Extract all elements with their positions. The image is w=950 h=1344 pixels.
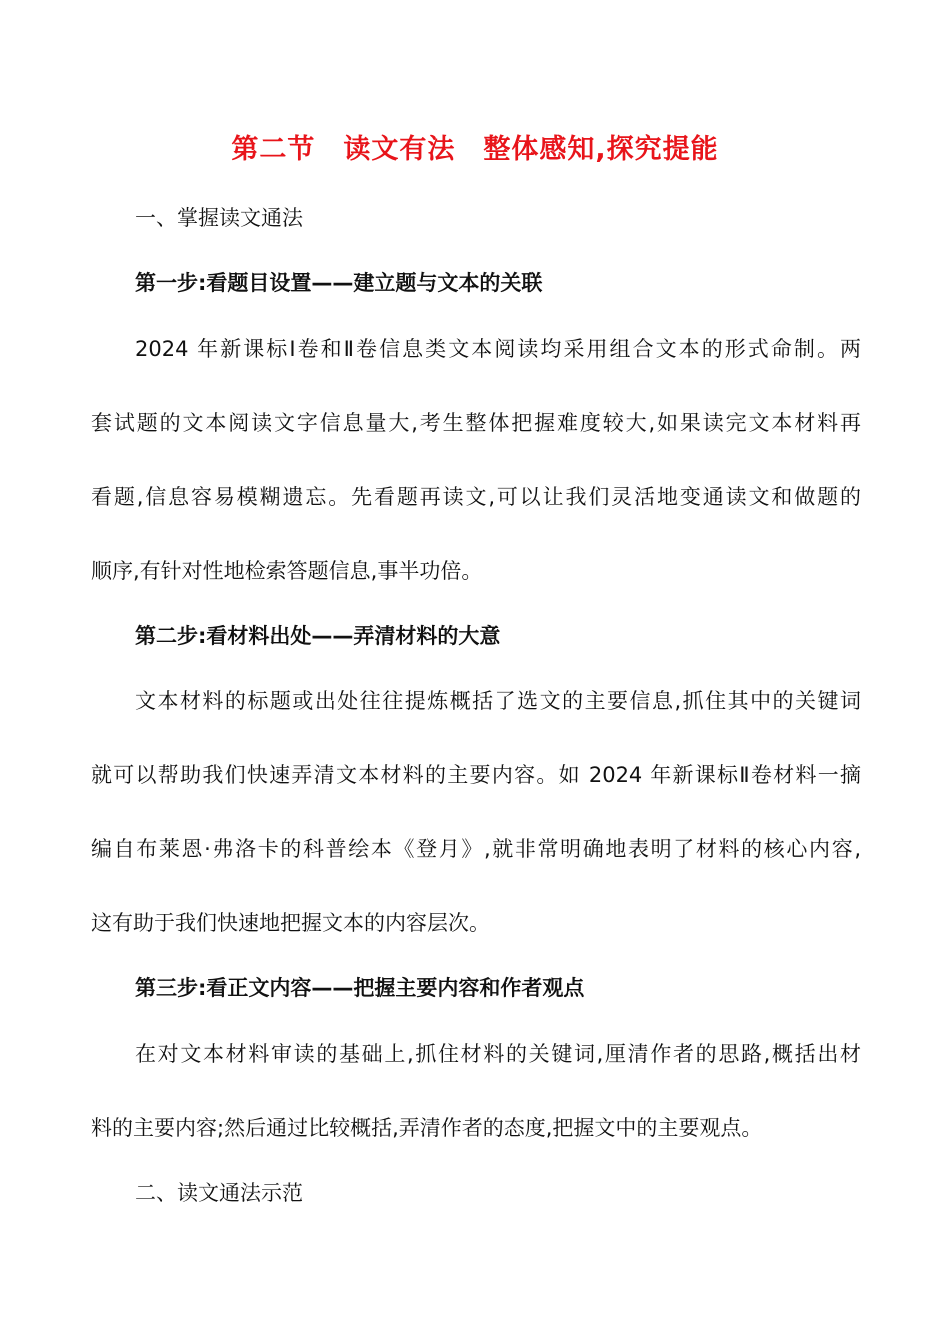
step1-heading: 第一步:看题目设置——建立题与文本的关联 [135,271,543,295]
step3-heading: 第三步:看正文内容——把握主要内容和作者观点 [135,976,585,1000]
step2-paragraph-line: 这有助于我们快速地把握文本的内容层次。 [91,911,490,935]
step1-paragraph-line: 套试题的文本阅读文字信息量大,考生整体把握难度较大,如果读完文本材料再 [91,411,861,435]
section-heading-1: 一、掌握读文通法 [135,206,303,230]
step1-paragraph-line: 看题,信息容易模糊遗忘。先看题再读文,可以让我们灵活地变通读文和做题的 [91,485,861,509]
step2-paragraph-line: 就可以帮助我们快速弄清文本材料的主要内容。如 2024 年新课标Ⅱ卷材料一摘 [91,763,861,787]
section-heading-2: 二、读文通法示范 [135,1181,303,1205]
step3-paragraph-line: 料的主要内容;然后通过比较概括,弄清作者的态度,把握文中的主要观点。 [91,1116,763,1140]
step2-paragraph-line: 文本材料的标题或出处往往提炼概括了选文的主要信息,抓住其中的关键词 [135,689,861,713]
step2-heading: 第二步:看材料出处——弄清材料的大意 [135,624,501,648]
step2-paragraph-line: 编自布莱恩·弗洛卡的科普绘本《登月》,就非常明确地表明了材料的核心内容, [91,837,861,861]
page-title: 第二节 读文有法 整体感知,探究提能 [231,134,719,165]
step1-paragraph-line: 顺序,有针对性地检索答题信息,事半功倍。 [91,559,483,583]
step3-paragraph-line: 在对文本材料审读的基础上,抓住材料的关键词,厘清作者的思路,概括出材 [135,1042,861,1066]
step1-paragraph-line: 2024 年新课标Ⅰ卷和Ⅱ卷信息类文本阅读均采用组合文本的形式命制。两 [135,337,861,361]
